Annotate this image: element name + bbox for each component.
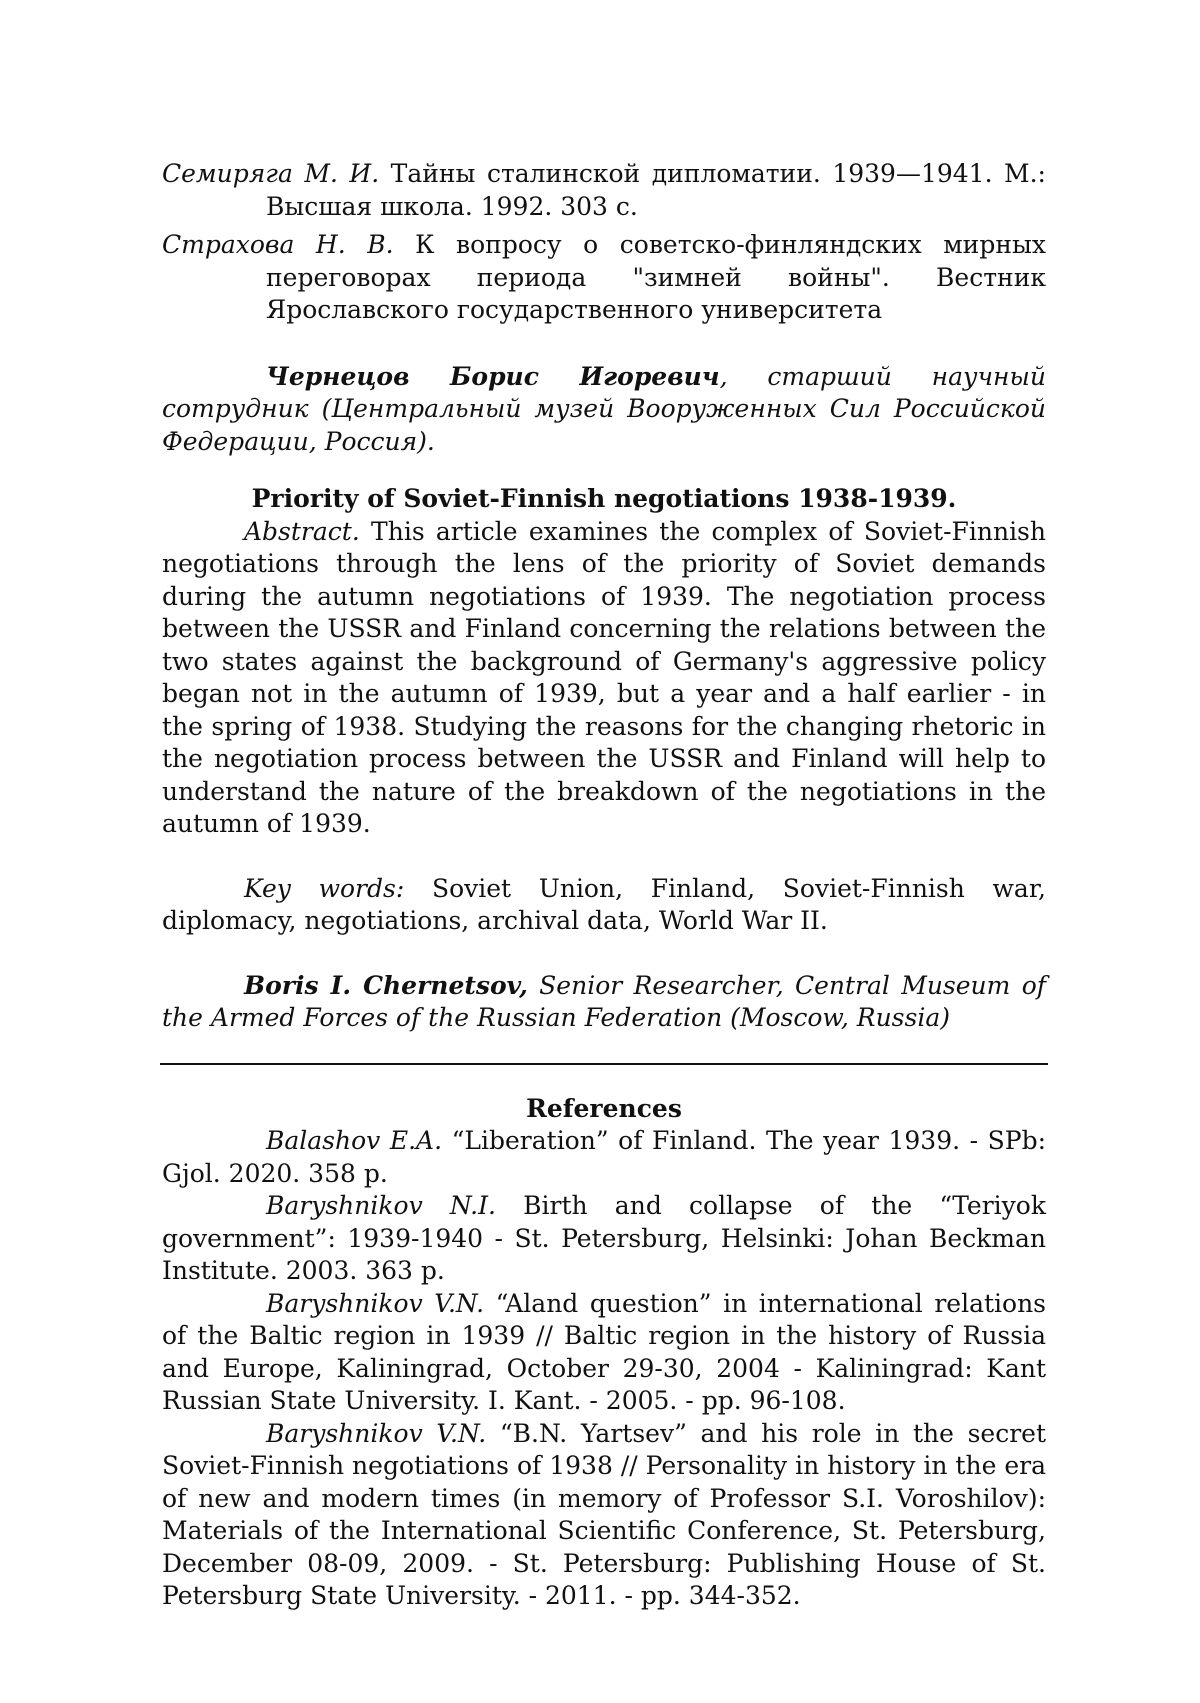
ref-author: Семиряга М. И.	[162, 159, 380, 188]
abstract-paragraph	[162, 516, 1046, 841]
ref-text: Birth and collapse of the “Teriyok government”: 1939-1940 - St. Petersburg, Helsinki: Johan Beckman Institute. 2003. 363 p.	[162, 1191, 1046, 1285]
author-info-ru	[162, 361, 1046, 459]
reference-entry	[162, 1418, 1046, 1613]
ref-text: “B.N. Yartsev” and his role in the secret Soviet-Finnish negotiations of 1938 // Personality in history in the era of new and modern times (in memory of Professor S.I. Voroshilov): Materials of the International Scientific Conference, St. Petersburg, December 08-09, 2009. - St. Petersburg: Publishing House of St. Petersburg State University. - 2011. - pp. 344-352.	[162, 1418, 1046, 1610]
references-heading: References	[526, 1093, 682, 1123]
reference-entry	[162, 1288, 1046, 1418]
keywords-paragraph	[162, 873, 1046, 938]
ref-text: К вопросу о советско-финляндских мирных переговорах периода "зимней войны". Вестник Ярославского государственного университета	[266, 230, 1047, 324]
ru-reference-list	[162, 158, 1046, 327]
author-name-en: Boris I. Chernetsov,	[244, 970, 528, 1000]
reference-entry	[162, 1190, 1046, 1288]
ref-text: “Liberation” of Finland. The year 1939. - SPb: Gjol. 2020. 358 p.	[162, 1126, 1046, 1188]
author-position-ru: , старший научный сотрудник (Центральный музей Вооруженных Сил Российской Федерации, Россия).	[162, 361, 1046, 456]
ref-text: Тайны сталинской дипломатии. 1939—1941. М.: Высшая школа. 1992. 303 с.	[266, 159, 1046, 221]
ref-author: Страхова Н. В.	[162, 230, 394, 259]
keywords-label: Key words:	[244, 873, 405, 903]
document-page	[162, 158, 1046, 1613]
section-divider	[160, 1063, 1048, 1065]
author-info-en	[162, 970, 1046, 1035]
abstract-label: Abstract.	[244, 516, 360, 546]
ref-author: Baryshnikov N.I.	[266, 1191, 496, 1220]
references-list	[162, 1125, 1046, 1613]
article-title: Priority of Soviet-Finnish negotiations 1938-1939.	[251, 484, 957, 513]
ref-author: Baryshnikov V.N.	[266, 1418, 487, 1448]
ref-text: “Aland question” in international relations of the Baltic region in 1939 // Baltic region in the history of Russia and Europe, Kaliningrad, October 29-30, 2004 - Kaliningrad: Kant Russian State University. I. Kant. - 2005. - pp. 96-108.	[162, 1288, 1046, 1415]
author-name-ru: Чернецов Борис Игоревич	[266, 361, 720, 391]
keywords-text: Soviet Union, Finland, Soviet-Finnish war, diplomacy, negotiations, archival data, World War II.	[162, 873, 1046, 935]
ref-author: Balashov E.A.	[266, 1126, 443, 1155]
ru-reference-entry	[162, 158, 1046, 223]
reference-entry	[162, 1125, 1046, 1190]
ref-author: Baryshnikov V.N.	[266, 1288, 485, 1318]
author-position-en: Senior Researcher, Central Museum of the Armed Forces of the Russian Federation (Moscow, Russia)	[162, 970, 1046, 1032]
abstract-text: This article examines the complex of Soviet-Finnish negotiations through the lens of the priority of Soviet demands during the autumn negotiations of 1939. The negotiation process between the USSR and Finland concerning the relations between the two states against the background of Germany's aggressive policy began not in the autumn of 1939, but a year and a half earlier - in the spring of 1938. Studying the reasons for the changing rhetoric in the negotiation process between the USSR and Finland will help to understand the nature of the breakdown of the negotiations in the autumn of 1939.	[162, 516, 1046, 838]
ru-reference-entry	[162, 229, 1046, 327]
